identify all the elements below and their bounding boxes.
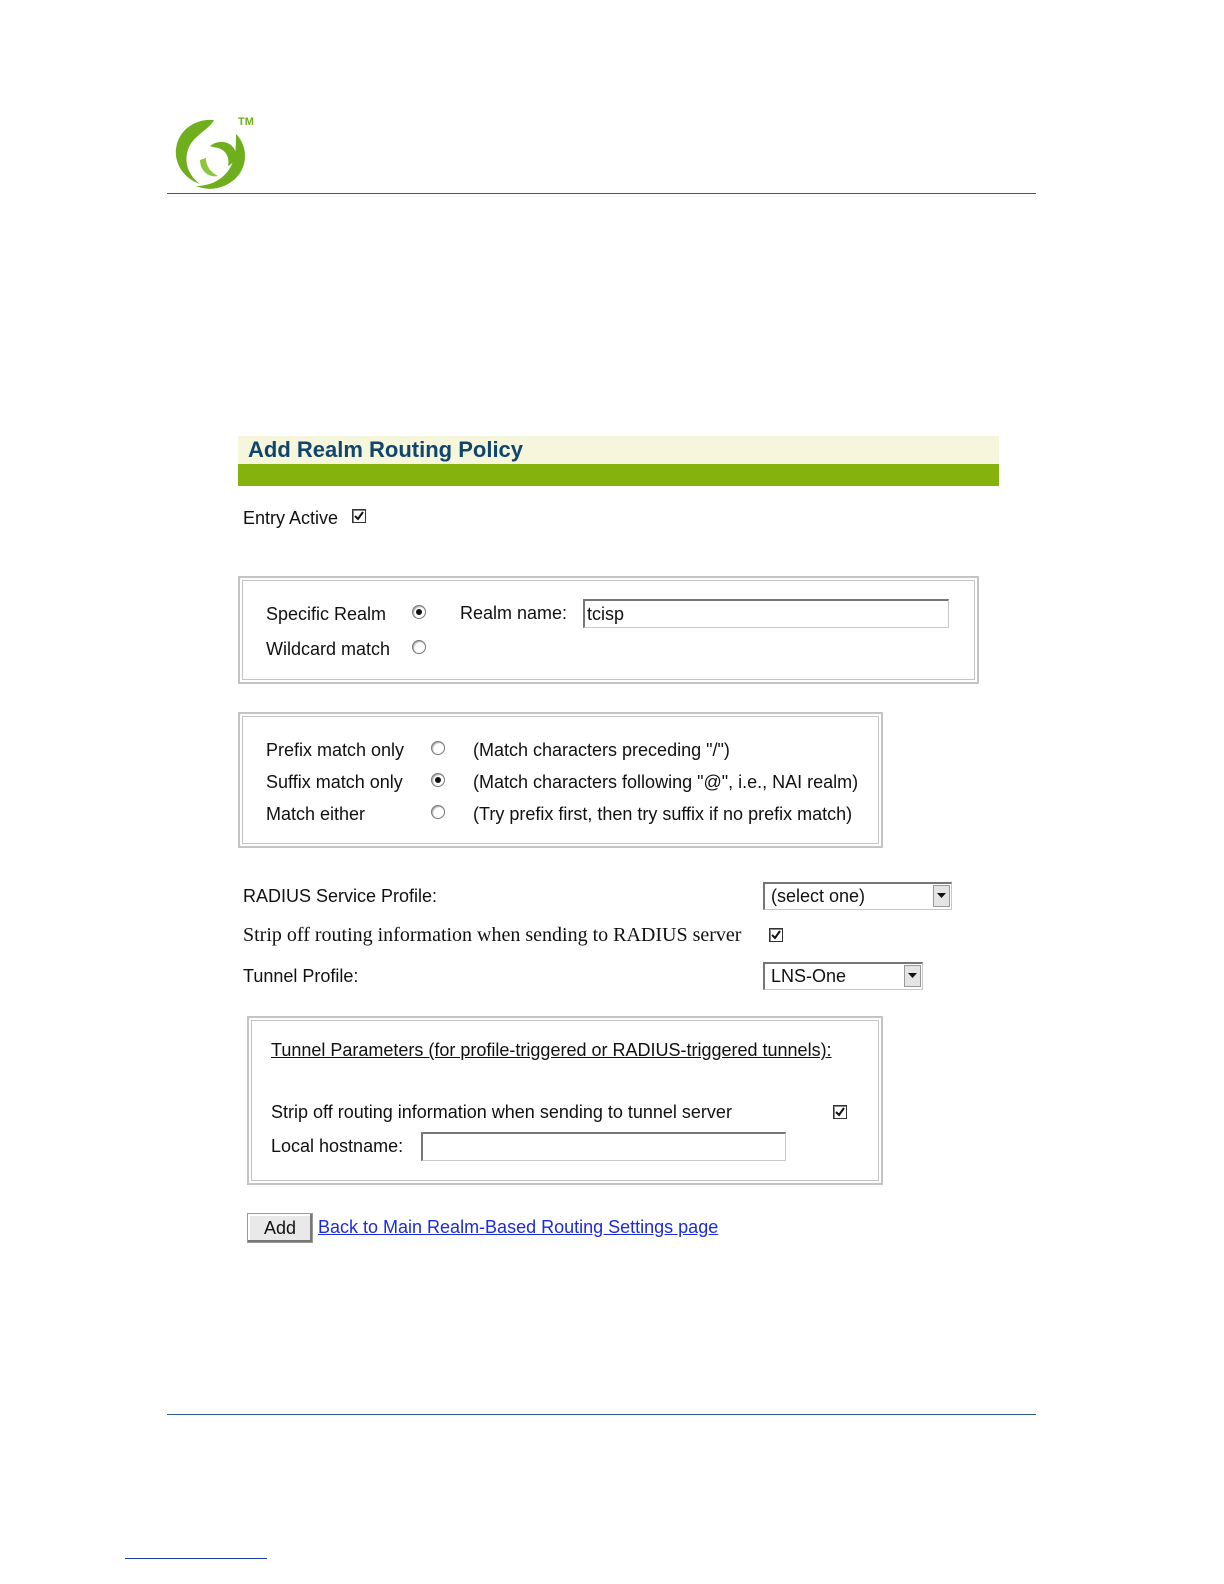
- radius-profile-label: RADIUS Service Profile:: [243, 886, 438, 906]
- tunnel-strip-checkbox[interactable]: [833, 1105, 847, 1119]
- radius-strip-checkbox[interactable]: [769, 928, 783, 942]
- entry-active-checkbox[interactable]: [352, 509, 366, 523]
- add-button[interactable]: Add: [247, 1213, 313, 1243]
- suffix-match-radio[interactable]: [431, 773, 445, 787]
- match-either-description: (Try prefix first, then try suffix if no prefix match): [473, 804, 853, 824]
- title-band: [238, 436, 999, 464]
- wildcard-match-radio[interactable]: [412, 640, 426, 654]
- bottom-divider: [167, 1414, 1036, 1415]
- page-header: [238, 436, 999, 486]
- specific-realm-label: Specific Realm: [266, 604, 387, 624]
- match-either-label: Match either: [266, 804, 366, 824]
- tunnel-profile-value: LNS-One: [771, 966, 847, 986]
- back-to-main-link[interactable]: Back to Main Realm-Based Routing Settings page: [318, 1217, 719, 1237]
- tunnel-parameters-heading: Tunnel Parameters (for profile-triggered or RADIUS-triggered tunnels):: [271, 1040, 832, 1060]
- tunnel-profile-label: Tunnel Profile:: [243, 966, 359, 986]
- wildcard-match-label: Wildcard match: [266, 639, 391, 659]
- footer-underline: [125, 1558, 267, 1559]
- prefix-match-label: Prefix match only: [266, 740, 405, 760]
- chevron-down-icon[interactable]: [933, 885, 950, 907]
- top-divider: [167, 193, 1036, 194]
- prefix-match-description: (Match characters preceding "/"): [473, 740, 730, 760]
- radius-profile-select[interactable]: [763, 882, 952, 910]
- specific-realm-radio[interactable]: [412, 605, 426, 619]
- tunnel-profile-select[interactable]: [763, 962, 923, 990]
- checkmark-icon: [354, 511, 364, 521]
- realm-selection-group: [238, 576, 979, 684]
- trademark-mark: TM: [238, 116, 254, 128]
- local-hostname-label: Local hostname:: [271, 1136, 404, 1156]
- radius-profile-value: (select one): [771, 886, 866, 906]
- realm-name-label: Realm name:: [460, 603, 568, 623]
- checkmark-icon: [835, 1107, 845, 1117]
- match-either-radio[interactable]: [431, 805, 445, 819]
- tunnel-strip-label: Strip off routing information when sending to tunnel server: [271, 1102, 732, 1122]
- title-accent-bar: [238, 464, 999, 486]
- realm-name-input[interactable]: [583, 599, 949, 628]
- suffix-match-label: Suffix match only: [266, 772, 403, 792]
- local-hostname-input[interactable]: [421, 1132, 786, 1161]
- checkmark-icon: [771, 930, 781, 940]
- entry-active-label: Entry Active: [243, 508, 339, 528]
- prefix-match-radio[interactable]: [431, 741, 445, 755]
- suffix-match-description: (Match characters following "@", i.e., NAI realm): [473, 772, 859, 792]
- chevron-down-icon[interactable]: [904, 965, 921, 987]
- radius-strip-label: Strip off routing information when sending to RADIUS server: [243, 924, 742, 946]
- page-title: Add Realm Routing Policy: [248, 437, 524, 462]
